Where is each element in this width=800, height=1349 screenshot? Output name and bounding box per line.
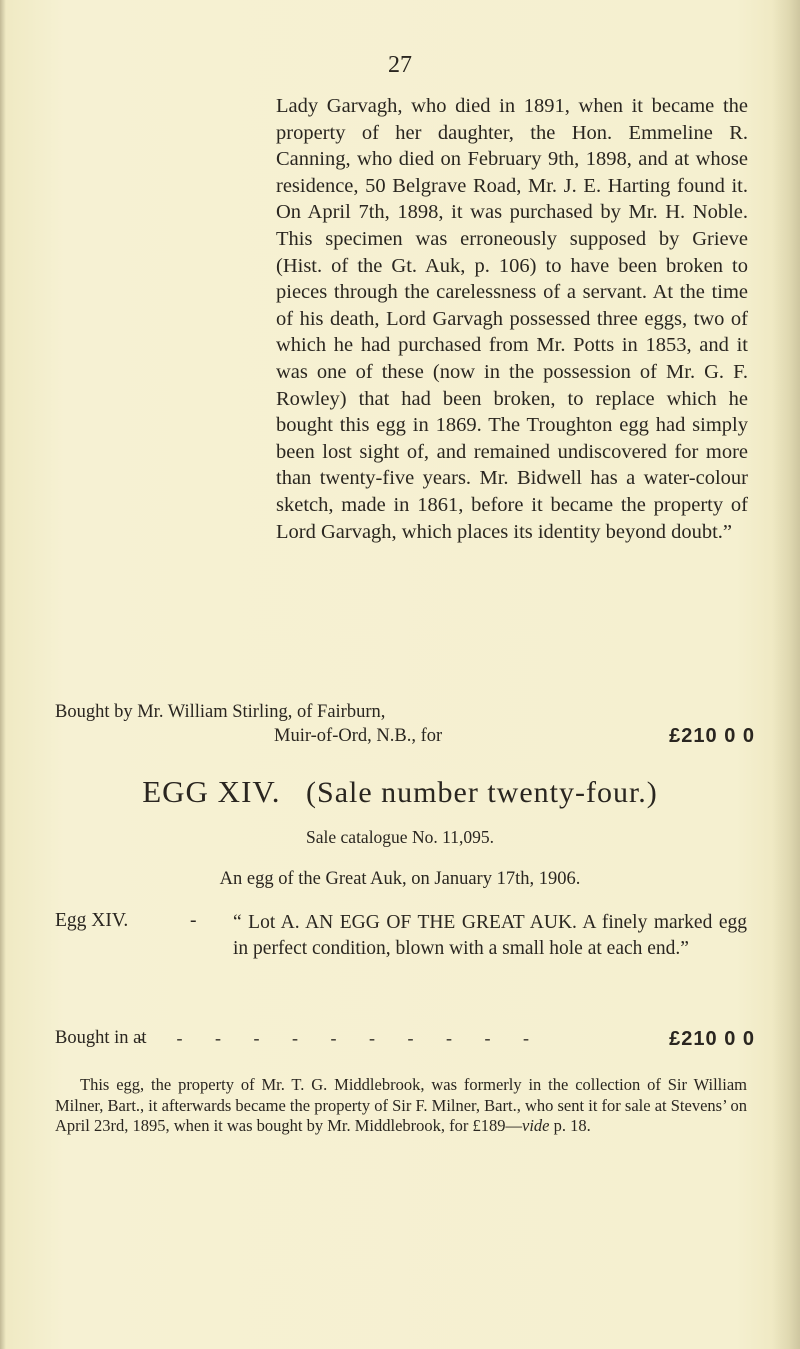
bought-by-line1: Bought by Mr. William Stirling, of Fairburn, bbox=[55, 702, 386, 722]
egg-number-heading: EGG XIV. bbox=[142, 774, 281, 809]
note-ref: p. 18. bbox=[549, 1116, 591, 1135]
quote-paragraph: Lady Garvagh, who died in 1891, when it became the property of her daughter, the Hon. Emmeline R. Canning, who died on February 9th, 1898, and at whose residence, 50 Belgrave Road, Mr. J. E. Harting found it. On April 7th, 1898, it was purchased by Mr. H. Noble. This specimen was erroneously supposed by Grieve (Hist. of the Gt. Auk, p. 106) to have been broken to pieces through the carelessness of a servant. At the time of his death, Lord Garvagh possessed three eggs, two of which he had purchased from Mr. Potts in 1853, and it was one of these (now in the possession of Mr. G. F. Rowley) that had been broken, to replace which he bought this egg in 1869. The Troughton egg had simply been lost sight of, and remained undiscovered for more than twenty-five years. Mr. Bidwell has a water-colour sketch, made in 1861, before it became the property of Lord Garvagh, which places its identity beyond doubt.” bbox=[276, 95, 748, 543]
sale-catalogue: Sale catalogue No. 11,095. bbox=[306, 827, 494, 847]
lot-dash: - bbox=[190, 910, 197, 931]
bought-in-label: Bought in at bbox=[55, 1028, 147, 1048]
bought-by-entry bbox=[55, 700, 755, 748]
note-text: This egg, the property of Mr. T. G. Middlebrook, was formerly in the collection of Sir William Milner, Bart., it afterwards became the property of Sir F. Milner, Bart., who sent it for sale at Stevens’ on April 23rd, 1895, when it was bought by Mr. Middlebrook, for £189— bbox=[55, 1075, 747, 1135]
provenance-note bbox=[55, 1075, 747, 1137]
bought-by-line2: Muir-of-Ord, N.B., for £210 0 0 bbox=[274, 725, 755, 747]
lot-egg-label: Egg XIV. bbox=[55, 910, 129, 931]
page-edge-shadow bbox=[772, 0, 800, 1349]
bought-by-price: £210 0 0 bbox=[669, 725, 755, 747]
note-vide: vide bbox=[522, 1116, 550, 1135]
section-heading bbox=[0, 774, 800, 810]
bought-in-entry bbox=[55, 1028, 755, 1054]
egg-sale-date: An egg of the Great Auk, on January 17th, 1906. bbox=[219, 869, 581, 889]
page-gutter-shadow bbox=[0, 0, 6, 1349]
lot-description: “ Lot A. AN EGG OF THE GREAT AUK. A finely marked egg in perfect condition, blown with a small hole at each end.” bbox=[233, 912, 747, 959]
sale-number-heading: (Sale number twenty-four.) bbox=[306, 776, 658, 809]
page-number: 27 bbox=[388, 52, 412, 78]
bought-in-price: £210 0 0 bbox=[669, 1028, 755, 1050]
bought-in-dashes: - - - - - - - - - - - bbox=[138, 1028, 543, 1048]
